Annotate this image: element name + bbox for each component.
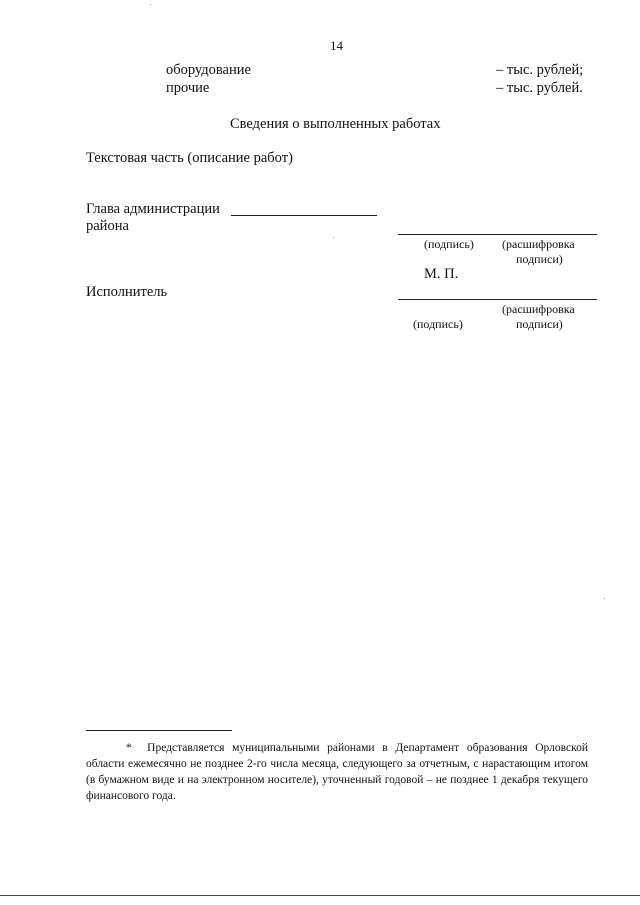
executor-signature-line	[398, 299, 597, 300]
text-part-label: Текстовая часть (описание работ)	[86, 150, 293, 166]
scan-speck	[333, 237, 334, 238]
footnote-text: Представляется муниципальными районами в Департамент образования Орловской области ежемесячно не позднее 2-го числа месяца, следующего за отчетным, с нарастающим итогом (в бумажном виде и на электронном носителе), уточненный годовой – не позднее 1 декабря текущего финансового года.	[86, 742, 589, 802]
scan-speck	[150, 4, 151, 5]
executor-label: Исполнитель	[86, 284, 168, 300]
expense-value-other: – тыс. рублей.	[496, 80, 583, 96]
expense-value-equipment: – тыс. рублей;	[496, 62, 584, 78]
head-signature-caption: (подпись)	[424, 237, 474, 251]
stamp-place-label: М. П.	[424, 266, 459, 282]
footnote	[86, 740, 588, 804]
head-decoding-caption-line2: подписи)	[516, 252, 563, 266]
footnote-separator	[86, 730, 232, 731]
head-title-line2: района	[86, 218, 129, 234]
executor-signature-caption: (подпись)	[413, 317, 463, 331]
head-decoding-caption-line1: (расшифровка	[502, 237, 575, 251]
executor-decoding-caption-line2: подписи)	[516, 317, 563, 331]
head-decoding-line	[398, 234, 597, 235]
head-signature-underline	[231, 215, 377, 216]
page-bottom-edge	[0, 895, 640, 896]
expense-label-equipment: оборудование	[166, 62, 251, 78]
scan-speck	[604, 598, 605, 599]
page-number: 14	[330, 38, 343, 53]
footnote-marker: *	[126, 742, 132, 754]
section-title: Сведения о выполненных работах	[230, 116, 441, 132]
head-title-line1: Глава администрации	[86, 201, 220, 217]
executor-decoding-caption-line1: (расшифровка	[502, 302, 575, 316]
expense-label-other: прочие	[166, 80, 210, 96]
